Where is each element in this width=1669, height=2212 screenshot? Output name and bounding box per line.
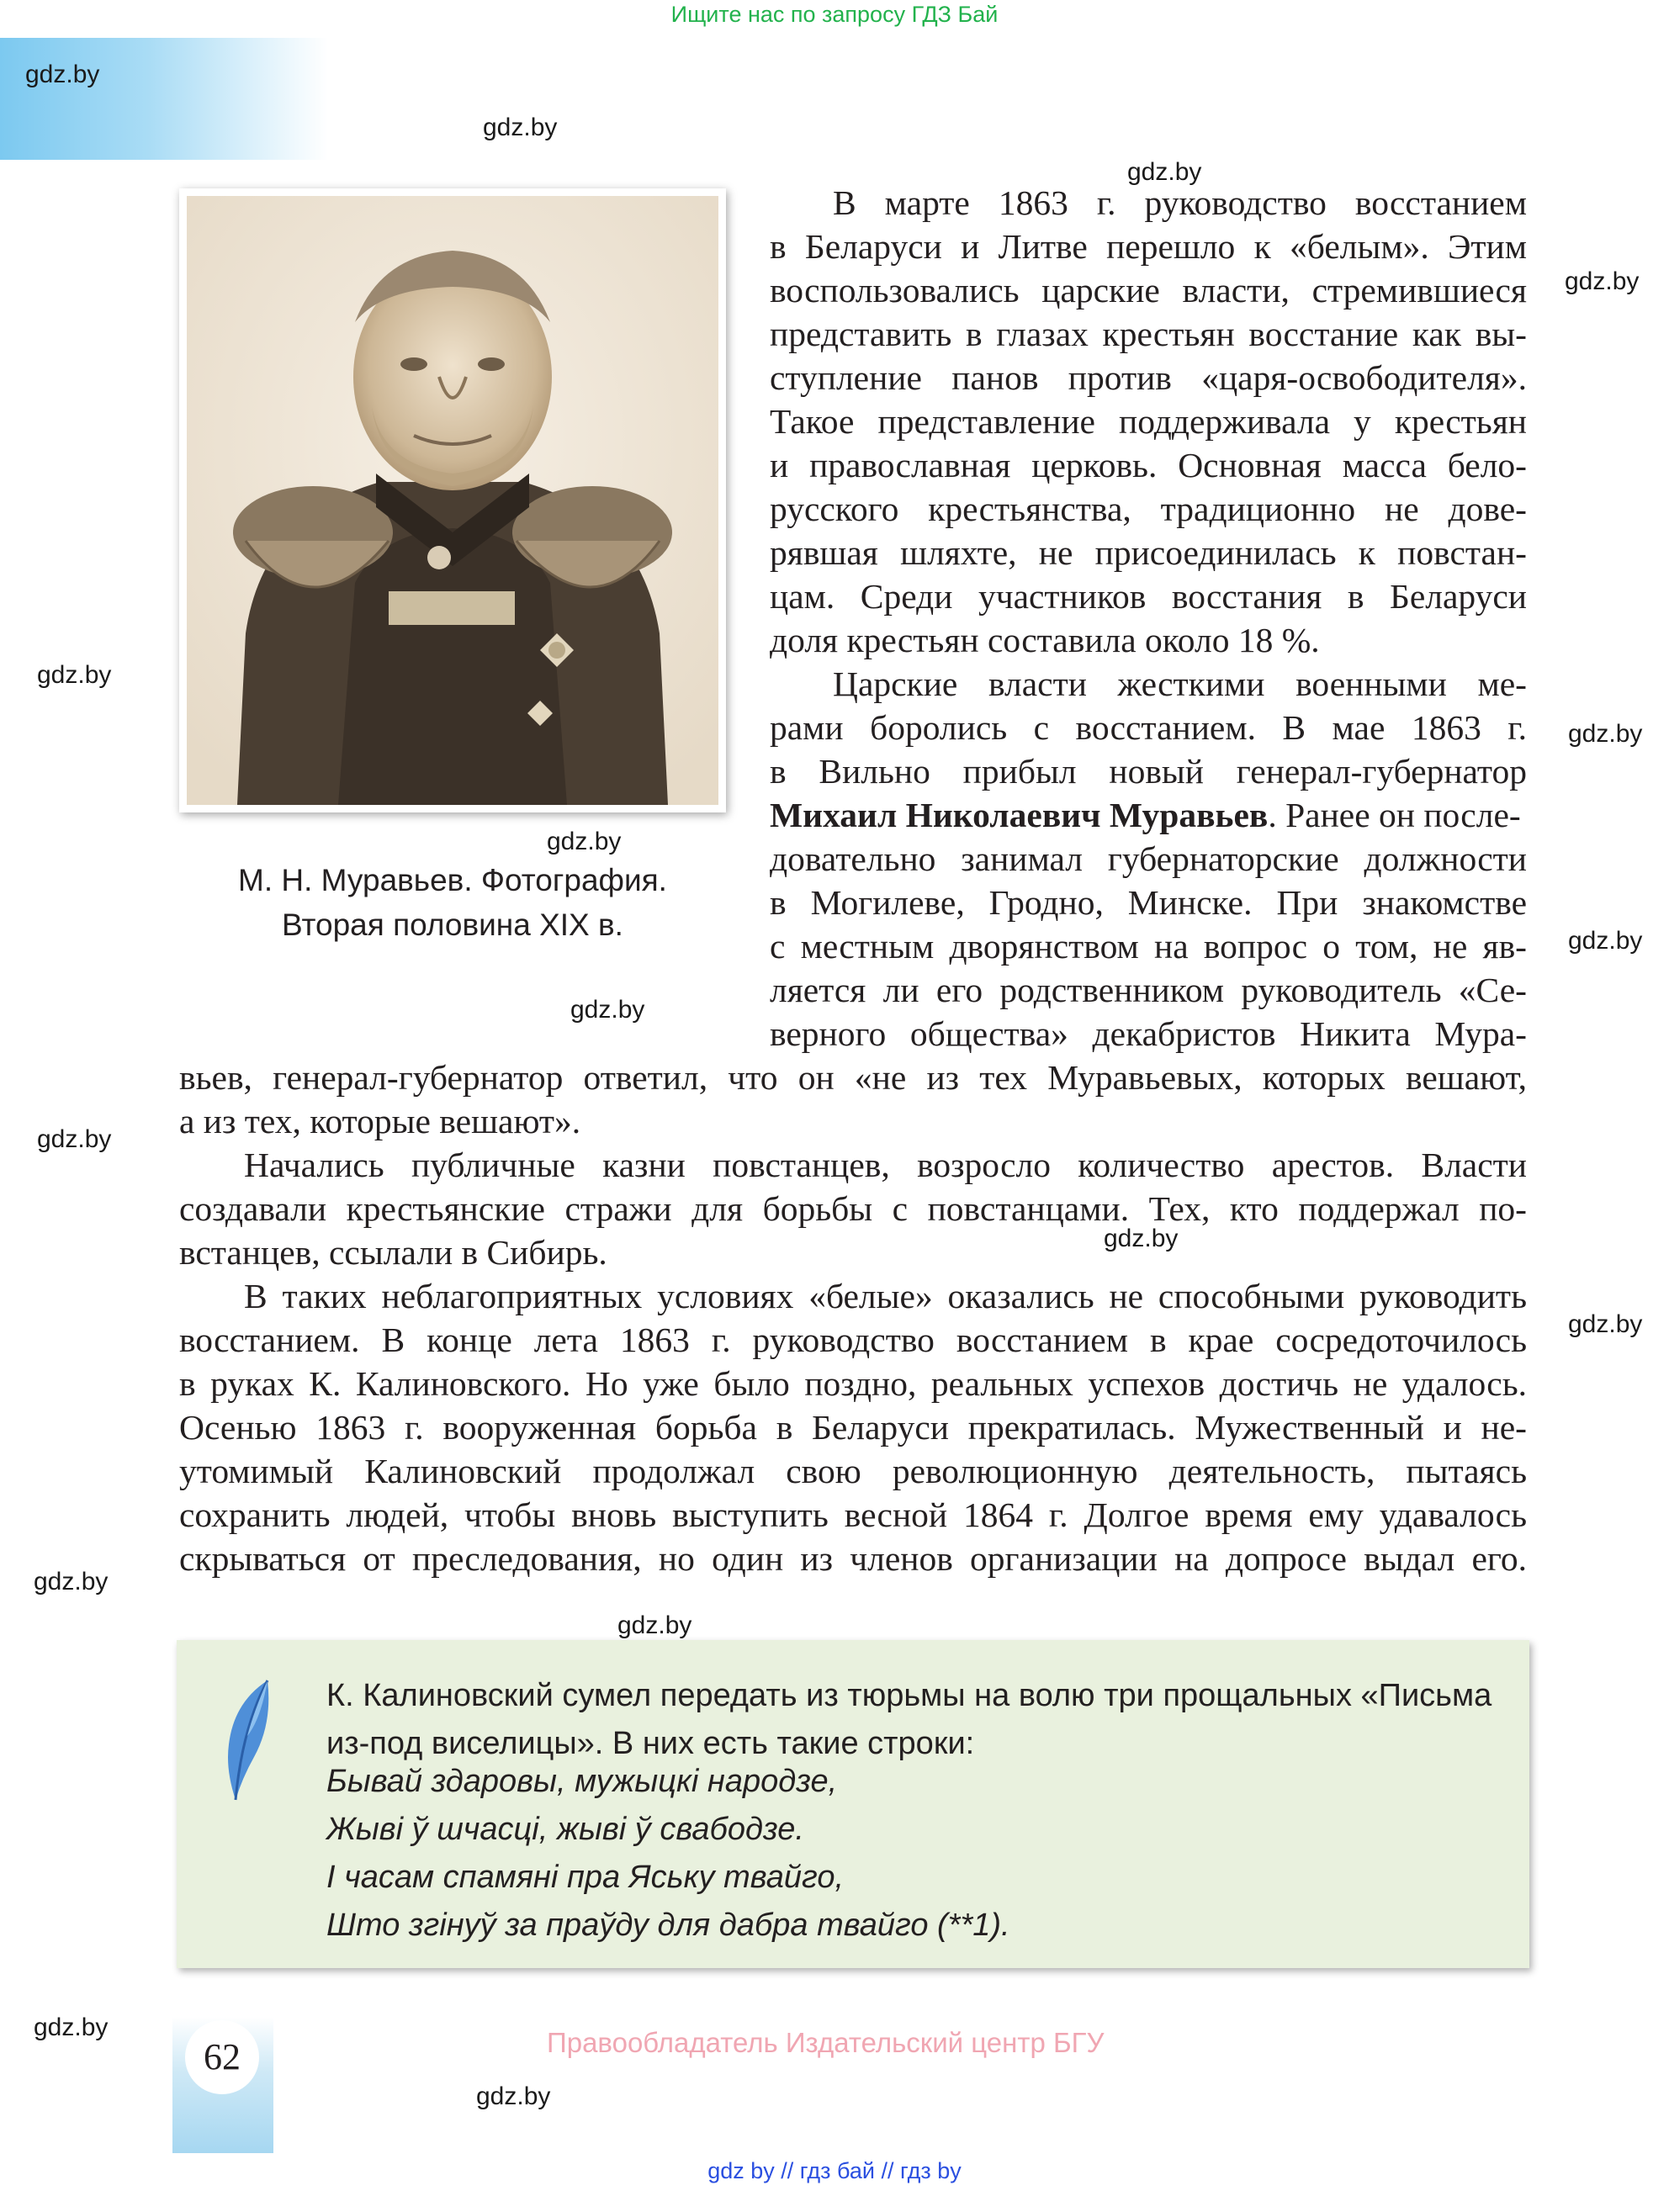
body-text-line: русского крестьянства, традиционно не дове-: [770, 489, 1527, 528]
body-text-line: ступление панов против «царя-освободителя».: [770, 358, 1527, 397]
portrait-image: [187, 196, 718, 805]
poem: [326, 1758, 1010, 1950]
body-text-line: утомимый Калиновский продолжал свою революционную деятельность, пытаясь: [179, 1452, 1527, 1490]
watermark: gdz.by: [1568, 1310, 1643, 1338]
body-text-line: довательно занимал губернаторские должности: [770, 839, 1527, 878]
body-text-line: представить в глазах крестьян восстание как вы-: [770, 315, 1527, 353]
body-text-line: В марте 1863 г. руководство восстанием: [833, 183, 1527, 222]
body-text-span: . Ранее он после-: [1268, 796, 1521, 834]
body-text-line: доля крестьян составила около 18 %.: [770, 621, 1320, 659]
body-text-line: в Могилеве, Гродно, Минске. При знакомстве: [770, 883, 1527, 922]
quote-box: [177, 1640, 1529, 1968]
poem-line: Бывай здаровы, мужыцкі народзе,: [326, 1764, 838, 1799]
watermark: gdz.by: [617, 1611, 692, 1639]
watermark: gdz.by: [25, 61, 100, 88]
rights-holder: Правообладатель Издательский центр БГУ: [547, 2027, 1105, 2058]
body-text-line: воспользовались царские власти, стремившиеся: [770, 271, 1527, 310]
watermark: gdz.by: [483, 114, 558, 141]
portrait-photo: [179, 188, 726, 812]
body-text-line: в Беларуси и Литве перешло к «белым». Этим: [770, 227, 1527, 266]
body-text-line: встанцев, ссылали в Сибирь.: [179, 1233, 607, 1272]
body-text-line: Начались публичные казни повстанцев, возросло количество арестов. Власти: [244, 1146, 1527, 1184]
watermark: gdz.by: [1568, 720, 1643, 748]
body-text-line: скрываться от преследования, но один из членов организации на допросе выдал его.: [179, 1539, 1527, 1578]
body-text-line: создавали крестьянские стражи для борьбы с повстанцами. Тех, кто поддержал по-: [179, 1189, 1527, 1228]
page-number: 62: [185, 2020, 259, 2094]
body-text-line: ляется ли его родственником руководитель «Се-: [770, 971, 1527, 1009]
body-text-line: Осенью 1863 г. вооруженная борьба в Беларуси прекратилась. Мужественный и не-: [179, 1408, 1527, 1447]
body-text-line: в Вильно прибыл новый генерал-губернатор: [770, 752, 1527, 791]
corner-tab: [0, 38, 328, 160]
quote-intro-line: из-под виселицы». В них есть такие строки:: [326, 1726, 975, 1761]
watermark: gdz.by: [1127, 158, 1202, 186]
watermark: gdz.by: [547, 828, 622, 855]
caption-line: М. Н. Муравьев. Фотография.: [238, 863, 667, 897]
body-text-line: Царские власти жесткими военными ме-: [833, 664, 1527, 703]
top-banner[interactable]: Ищите нас по запросу ГДЗ Бай: [670, 2, 999, 27]
poem-line: Што згінуў за праўду для дабра твайго (**1).: [326, 1908, 1010, 1943]
quote-intro: [326, 1672, 1513, 1768]
watermark: gdz.by: [34, 2014, 109, 2041]
body-text-line: в руках К. Калиновского. Но уже было поздно, реальных успехов достичь не удалось.: [179, 1364, 1527, 1403]
watermark: gdz.by: [1565, 267, 1640, 295]
watermark: gdz.by: [476, 2082, 551, 2110]
body-text-line: цам. Среди участников восстания в Беларуси: [770, 577, 1527, 616]
poem-line: Жывi ў шчасці, жыві ў свабодзе.: [326, 1812, 804, 1847]
watermark: gdz.by: [37, 1125, 112, 1153]
watermark: gdz.by: [1104, 1225, 1179, 1252]
bottom-links[interactable]: gdz by // гдз бай // гдз by: [707, 2158, 962, 2183]
body-text-line: В таких неблагоприятных условиях «белые» оказались не способными руководить: [244, 1277, 1527, 1315]
body-text-line: вьев, генерал-губернатор ответил, что он «не из тех Муравьевых, которых вешают,: [179, 1058, 1527, 1097]
feather-quill-icon: [217, 1677, 276, 1803]
body-text-line: а из тех, которые вешают».: [179, 1102, 581, 1140]
body-text-line: рявшая шляхте, не присоединилась к повстан-: [770, 533, 1527, 572]
caption-line: Вторая половина XIX в.: [282, 908, 623, 942]
body-text-line: верного общества» декабристов Никита Мура-: [770, 1014, 1527, 1053]
quote-intro-line: К. Калиновский сумел передать из тюрьмы на волю три прощальных «Письма: [326, 1678, 1492, 1713]
body-text-line: Такое представление поддерживала у крестьян: [770, 402, 1527, 441]
watermark: gdz.by: [1568, 927, 1643, 955]
body-text-line: восстанием. В конце лета 1863 г. руководство восстанием в крае сосредоточилось: [179, 1320, 1527, 1359]
body-text-line: [770, 793, 1527, 837]
body-text-line: и православная церковь. Основная масса бело-: [770, 446, 1527, 484]
poem-line: І часам спамяні пра Яську твайго,: [326, 1860, 845, 1895]
watermark: gdz.by: [570, 996, 645, 1024]
watermark: gdz.by: [34, 1568, 109, 1595]
body-text-line: рами боролись с восстанием. В мае 1863 г.: [770, 708, 1527, 747]
body-text-line: с местным дворянством на вопрос о том, не яв-: [770, 927, 1527, 966]
portrait-caption: [179, 858, 726, 947]
watermark: gdz.by: [37, 661, 112, 689]
bold-name: Михаил Николаевич Муравьев: [770, 796, 1269, 834]
body-text-line: сохранить людей, чтобы вновь выступить весной 1864 г. Долгое время ему удавалось: [179, 1495, 1527, 1534]
